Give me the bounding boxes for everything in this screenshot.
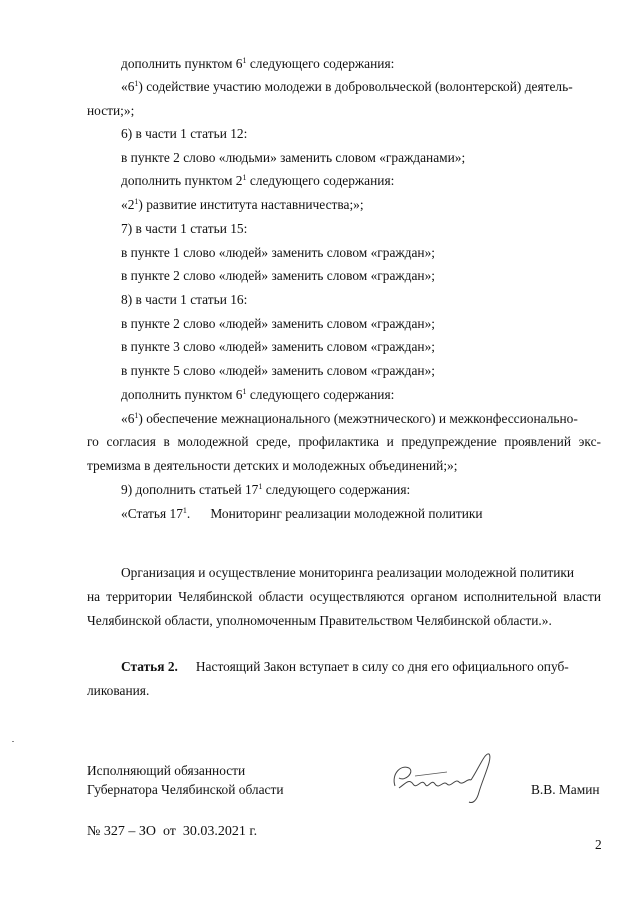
article-2-line: Статья 2. Настоящий Закон вступает в силу со дня его официального опуб-: [121, 659, 569, 674]
text-line: в пункте 3 слово «людей» заменить словом «граждан»;: [121, 339, 435, 354]
text-line: в пункте 2 слово «людей» заменить словом «граждан»;: [121, 268, 435, 283]
text-line: 6) в части 1 статьи 12:: [121, 126, 248, 141]
text-line: ности;»;: [87, 103, 135, 118]
signatory-title: Исполняющий обязанности: [87, 763, 246, 778]
signatory-name: В.В. Мамин: [531, 782, 600, 797]
text-line: в пункте 2 слово «людей» заменить словом «граждан»;: [121, 316, 435, 331]
text-line: 8) в части 1 статьи 16:: [121, 292, 248, 307]
handwritten-signature: [385, 748, 497, 808]
text-line: го согласия в молодежной среде, профилактика и предупреждение проявлений экс-: [87, 434, 601, 449]
text-line: на территории Челябинской области осуществляются органом исполнительной власти: [87, 589, 601, 604]
scan-mark: [12, 741, 14, 742]
text-line: «$6^1$) обеспечение межнационального (межэтнического) и межконфессионально-: [121, 411, 578, 426]
text-line: Челябинской области, уполномоченным Правительством Челябинской области.».: [87, 613, 552, 628]
text-line: тремизма в деятельности детских и молодежных объединений;»;: [87, 458, 458, 473]
document-number: № 327 – ЗО от 30.03.2021 г.: [87, 824, 258, 839]
article-heading: «Статья $17^1$. Мониторинг реализации молодежной политики: [121, 506, 483, 521]
text-line: ликования.: [87, 683, 150, 698]
text-line: дополнить пунктом $6^1$ следующего содержания:: [121, 56, 395, 71]
page-number: 2: [595, 837, 602, 852]
text-line: «$2^1$) развитие института наставничества;»;: [121, 197, 364, 212]
text-line: в пункте 1 слово «людей» заменить словом «граждан»;: [121, 245, 435, 260]
article-2-label: Статья 2.: [121, 659, 178, 674]
text-line: 7) в части 1 статьи 15:: [121, 221, 248, 236]
signatory-title: Губернатора Челябинской области: [87, 782, 284, 797]
text-line: Организация и осуществление мониторинга реализации молодежной политики: [121, 565, 575, 580]
text-line: дополнить пунктом $6^1$ следующего содержания:: [121, 387, 395, 402]
text-line: 9) дополнить статьей $17^1$ следующего содержания:: [121, 482, 411, 497]
text-line: в пункте 2 слово «людьми» заменить словом «гражданами»;: [121, 150, 466, 165]
text-line: «$6^1$) содействие участию молодежи в добровольческой (волонтерской) деятель-: [121, 79, 573, 94]
text-line: дополнить пунктом $2^1$ следующего содержания:: [121, 173, 395, 188]
text-line: в пункте 5 слово «людей» заменить словом «граждан»;: [121, 363, 435, 378]
